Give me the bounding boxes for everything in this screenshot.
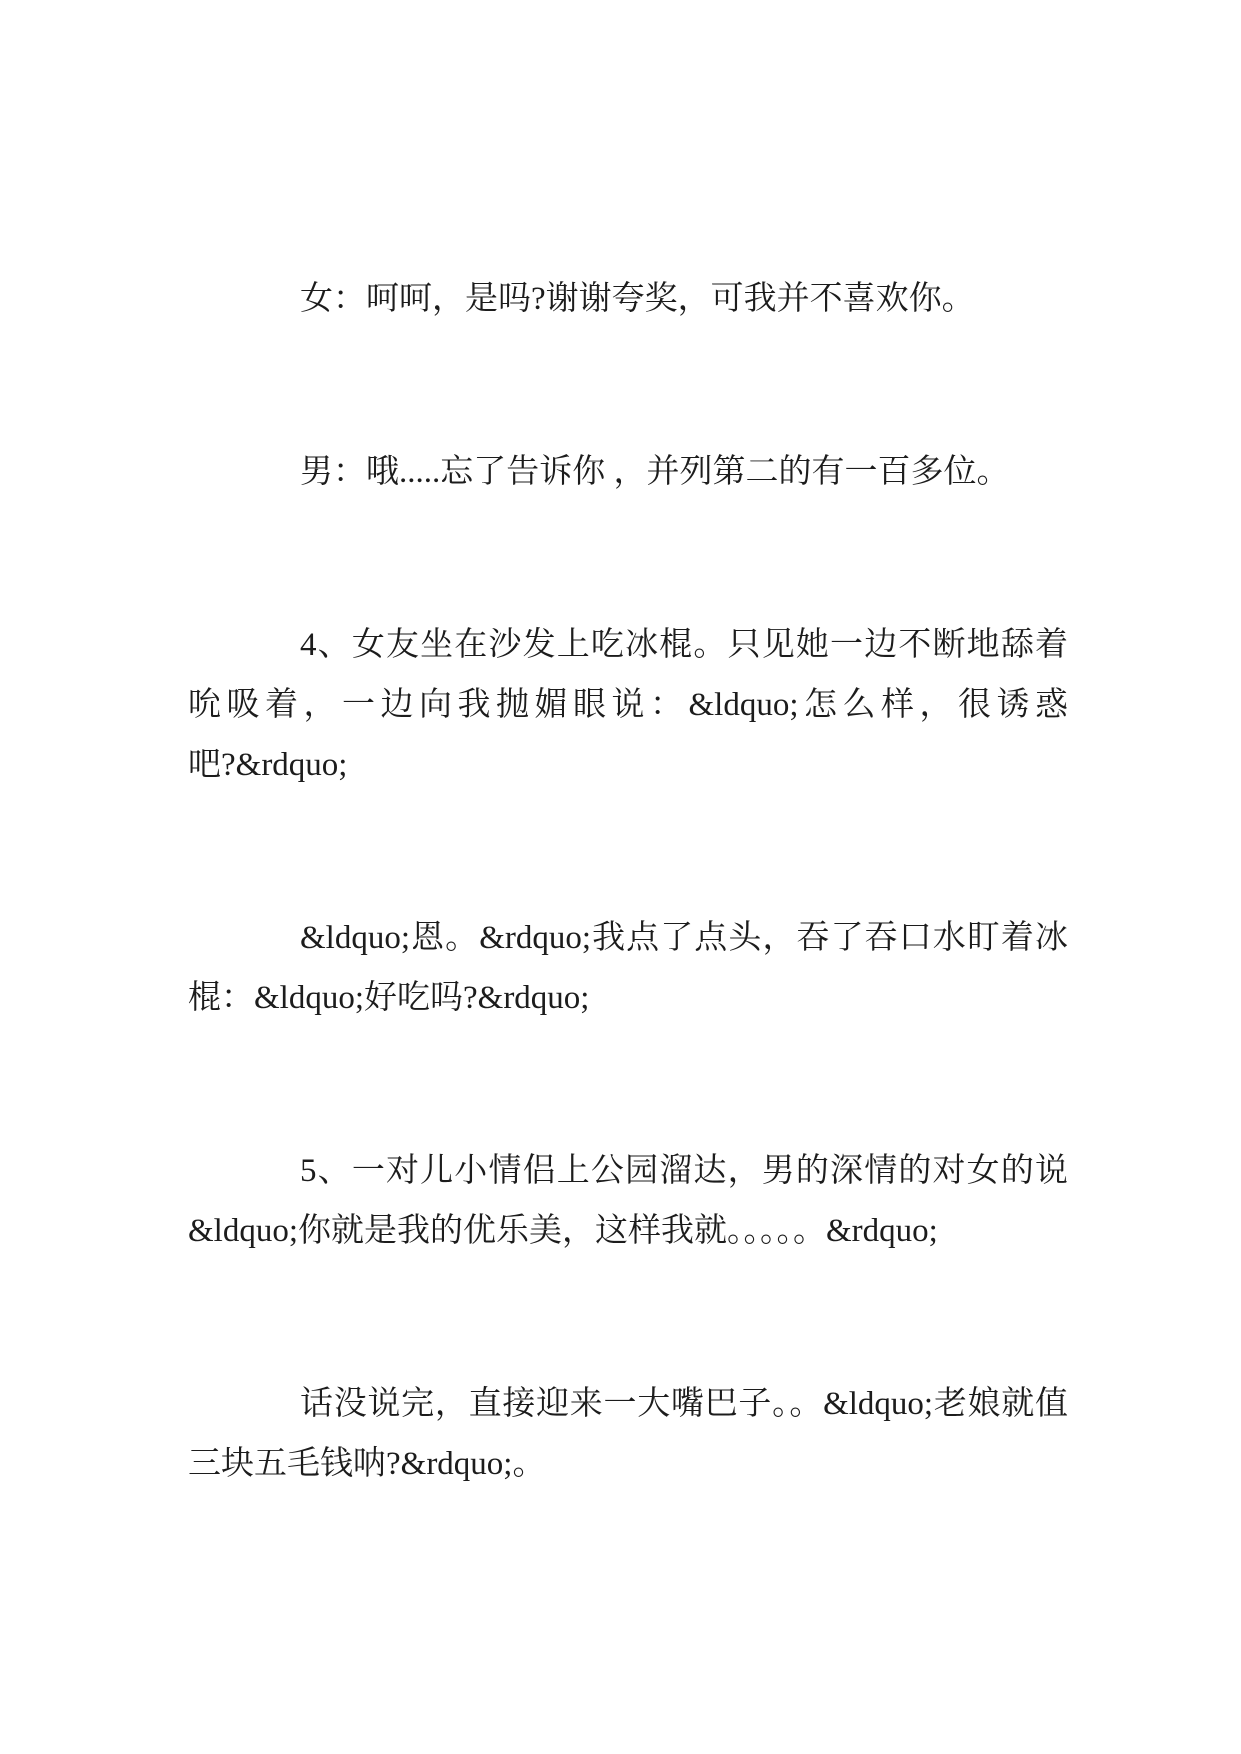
- paragraph: [188, 908, 1068, 1028]
- text-line: 吮吸着，一边向我抛媚眼说：&ldquo;怎么样，很诱惑: [188, 687, 1068, 723]
- text-line: 4、女友坐在沙发上吃冰棍。只见她一边不断地舔着: [300, 627, 1068, 663]
- text-line: 话没说完，直接迎来一大嘴巴子。。&ldquo;老娘就值: [300, 1386, 1068, 1422]
- text-line: 5、一对儿小情侣上公园溜达，男的深情的对女的说: [300, 1153, 1068, 1189]
- text-line: 女：呵呵，是吗?谢谢夸奖，可我并不喜欢你。: [300, 281, 975, 317]
- text-line: &ldquo;恩。&rdquo;我点了点头，吞了吞口水盯着冰: [300, 920, 1068, 956]
- text-line: 吧?&rdquo;: [188, 747, 348, 783]
- paragraph: [188, 615, 1068, 795]
- paragraph: [188, 1374, 1068, 1494]
- paragraph: [188, 1141, 1068, 1261]
- document-body: [188, 269, 1068, 1494]
- paragraph: [188, 442, 1068, 502]
- text-line: 三块五毛钱呐?&rdquo;。: [188, 1446, 546, 1482]
- text-line: 棍：&ldquo;好吃吗?&rdquo;: [188, 980, 590, 1016]
- text-line: 男：哦.....忘了告诉你 ，并列第二的有一百多位。: [300, 454, 1010, 490]
- text-line: &ldquo;你就是我的优乐美，这样我就。。。。。&rdquo;: [188, 1213, 938, 1249]
- paragraph: [188, 269, 1068, 329]
